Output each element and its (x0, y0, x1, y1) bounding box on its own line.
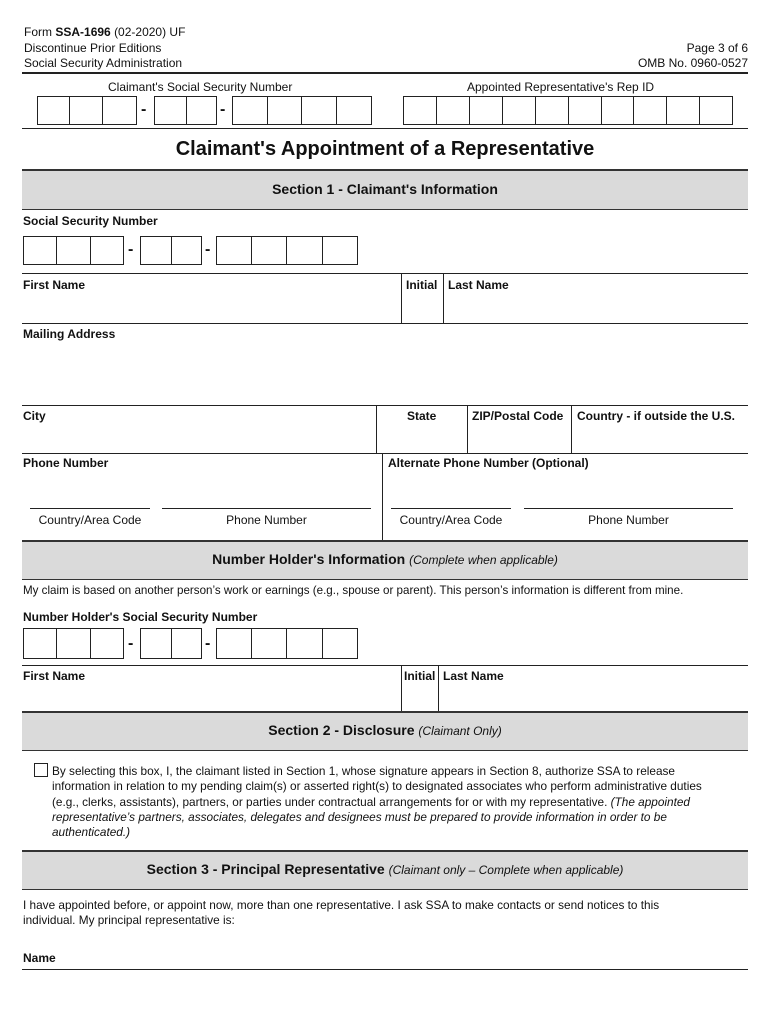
ssn-digit-box[interactable] (286, 236, 323, 265)
mailing-address-label: Mailing Address (23, 327, 116, 341)
rep-id-digit-box[interactable] (699, 96, 733, 125)
principal-rep-name-input[interactable] (70, 944, 748, 968)
ssn-separator: - (205, 635, 211, 652)
agency-name: Social Security Administration (24, 56, 183, 70)
ssn-digit-box[interactable] (23, 236, 57, 265)
rep-id-digit-box[interactable] (436, 96, 470, 125)
disclosure-line-1: By selecting this box, I, the claimant listed in Section 1, whose signature appears in Section 8, authorize SSA to release (52, 764, 675, 778)
divider (22, 453, 748, 454)
state-input[interactable] (377, 424, 466, 452)
divider (22, 405, 748, 406)
ssn-digit-box[interactable] (267, 96, 302, 125)
number-holder-note: My claim is based on another person’s work or earnings (e.g., spouse or parent). This person’s information is different from mine. (23, 584, 684, 597)
disclosure-checkbox[interactable] (34, 763, 48, 777)
phone-label: Phone Number (23, 456, 109, 470)
zip-input[interactable] (468, 424, 570, 452)
disclosure-line-3: (e.g., clerks, assistants), partners, or parties under contractual arrangements for or with my representative. (The appointed (52, 795, 690, 809)
disclosure-line-4: representative’s partners, associates, delegates and designees must be prepared to provide information in order to be (52, 810, 667, 824)
section1-title: Section 1 - Claimant's Information (272, 181, 498, 197)
rep-id-digit-box[interactable] (502, 96, 536, 125)
zip-label: ZIP/Postal Code (472, 409, 564, 423)
rep-id-digit-box[interactable] (666, 96, 700, 125)
number-holder-title: Number Holder's Information (Complete when applicable) (212, 551, 558, 567)
alt-phone-number-input[interactable] (524, 508, 733, 509)
divider (382, 453, 383, 540)
phone-number-caption: Phone Number (226, 513, 307, 527)
ssn-digit-box[interactable] (56, 628, 91, 659)
number-holder-ssn-label: Number Holder's Social Security Number (23, 610, 258, 624)
rep-id-digit-box[interactable] (535, 96, 569, 125)
principal-rep-name-label: Name (23, 951, 56, 965)
ssn-digit-box[interactable] (37, 96, 70, 125)
state-label: State (407, 409, 437, 423)
page-title: Claimant's Appointment of a Representative (175, 138, 595, 160)
rep-id-digit-box[interactable] (568, 96, 602, 125)
alt-phone-label: Alternate Phone Number (Optional) (388, 456, 589, 470)
phone-number-input[interactable] (162, 508, 371, 509)
number-holder-initial-label: Initial (404, 669, 436, 683)
country-area-code-caption: Country/Area Code (38, 513, 142, 527)
first-name-label: First Name (23, 278, 86, 292)
ssn-separator: - (128, 635, 134, 652)
alt-area-code-input[interactable] (391, 508, 511, 509)
initial-input[interactable] (402, 292, 442, 322)
ssn-label: Social Security Number (23, 214, 158, 228)
disclosure-line-5: authenticated.) (52, 825, 131, 839)
rep-id-digit-box[interactable] (601, 96, 634, 125)
alt-phone-number-caption: Phone Number (588, 513, 669, 527)
ssn-digit-box[interactable] (171, 236, 202, 265)
ssn-separator: - (205, 241, 211, 258)
area-code-input[interactable] (30, 508, 150, 509)
ssn-separator: - (220, 101, 226, 118)
ssn-digit-box[interactable] (232, 96, 268, 125)
number-holder-last-name-input[interactable] (439, 684, 748, 710)
ssn-digit-box[interactable] (23, 628, 57, 659)
ssn-digit-box[interactable] (90, 236, 124, 265)
ssn-digit-box[interactable] (140, 236, 172, 265)
ssn-digit-box[interactable] (171, 628, 202, 659)
rep-id-digit-box[interactable] (633, 96, 667, 125)
ssn-digit-box[interactable] (56, 236, 91, 265)
country-input[interactable] (572, 424, 748, 452)
divider (22, 665, 748, 666)
ssn-digit-box[interactable] (251, 628, 287, 659)
number-holder-initial-input[interactable] (402, 684, 437, 710)
page-number: Page 3 of 6 (686, 41, 748, 55)
claimant-ssn-label: Claimant's Social Security Number (108, 80, 293, 94)
ssn-separator: - (128, 241, 134, 258)
section2-title: Section 2 - Disclosure (Claimant Only) (268, 722, 502, 738)
title-rule (22, 128, 748, 129)
ssn-digit-box[interactable] (322, 236, 358, 265)
ssn-digit-box[interactable] (216, 236, 252, 265)
ssn-digit-box[interactable] (186, 96, 217, 125)
ssn-digit-box[interactable] (251, 236, 287, 265)
ssn-digit-box[interactable] (301, 96, 337, 125)
ssn-digit-box[interactable] (140, 628, 172, 659)
number-holder-last-name-label: Last Name (443, 669, 504, 683)
divider (22, 323, 748, 324)
form-id: Form SSA-1696 (02-2020) UF (24, 25, 186, 39)
ssn-digit-box[interactable] (286, 628, 323, 659)
last-name-input[interactable] (444, 292, 748, 322)
ssn-digit-box[interactable] (102, 96, 137, 125)
ssn-separator: - (141, 101, 147, 118)
number-holder-first-name-label: First Name (23, 669, 86, 683)
disclosure-line-2: information in relation to my pending claim(s) or asserted right(s) to designated associates who perform administrative duties (52, 779, 702, 793)
last-name-label: Last Name (448, 278, 509, 292)
city-input[interactable] (22, 424, 375, 452)
ssn-digit-box[interactable] (154, 96, 187, 125)
initial-label: Initial (406, 278, 438, 292)
ssn-digit-box[interactable] (90, 628, 124, 659)
mailing-address-input[interactable] (22, 342, 748, 404)
principal-rep-text-2: individual. My principal representative is: (23, 913, 235, 927)
alt-country-area-code-caption: Country/Area Code (399, 513, 503, 527)
principal-rep-text-1: I have appointed before, or appoint now, more than one representative. I ask SSA to make contacts or send notices to this (23, 898, 660, 912)
number-holder-first-name-input[interactable] (22, 684, 400, 710)
first-name-input[interactable] (22, 292, 400, 322)
rep-id-digit-box[interactable] (403, 96, 437, 125)
divider (22, 273, 748, 274)
city-label: City (23, 409, 46, 423)
ssn-digit-box[interactable] (322, 628, 358, 659)
country-label: Country - if outside the U.S. (577, 409, 735, 423)
header-rule (22, 72, 748, 74)
rep-id-label: Appointed Representative's Rep ID (467, 80, 655, 94)
discontinue-note: Discontinue Prior Editions (24, 41, 162, 55)
rep-id-digit-box[interactable] (469, 96, 503, 125)
ssn-digit-box[interactable] (216, 628, 252, 659)
omb-number: OMB No. 0960-0527 (637, 56, 748, 70)
ssn-digit-box[interactable] (69, 96, 103, 125)
ssn-digit-box[interactable] (336, 96, 372, 125)
section3-title: Section 3 - Principal Representative (Claimant only – Complete when applicable) (146, 861, 624, 877)
divider (22, 969, 748, 970)
